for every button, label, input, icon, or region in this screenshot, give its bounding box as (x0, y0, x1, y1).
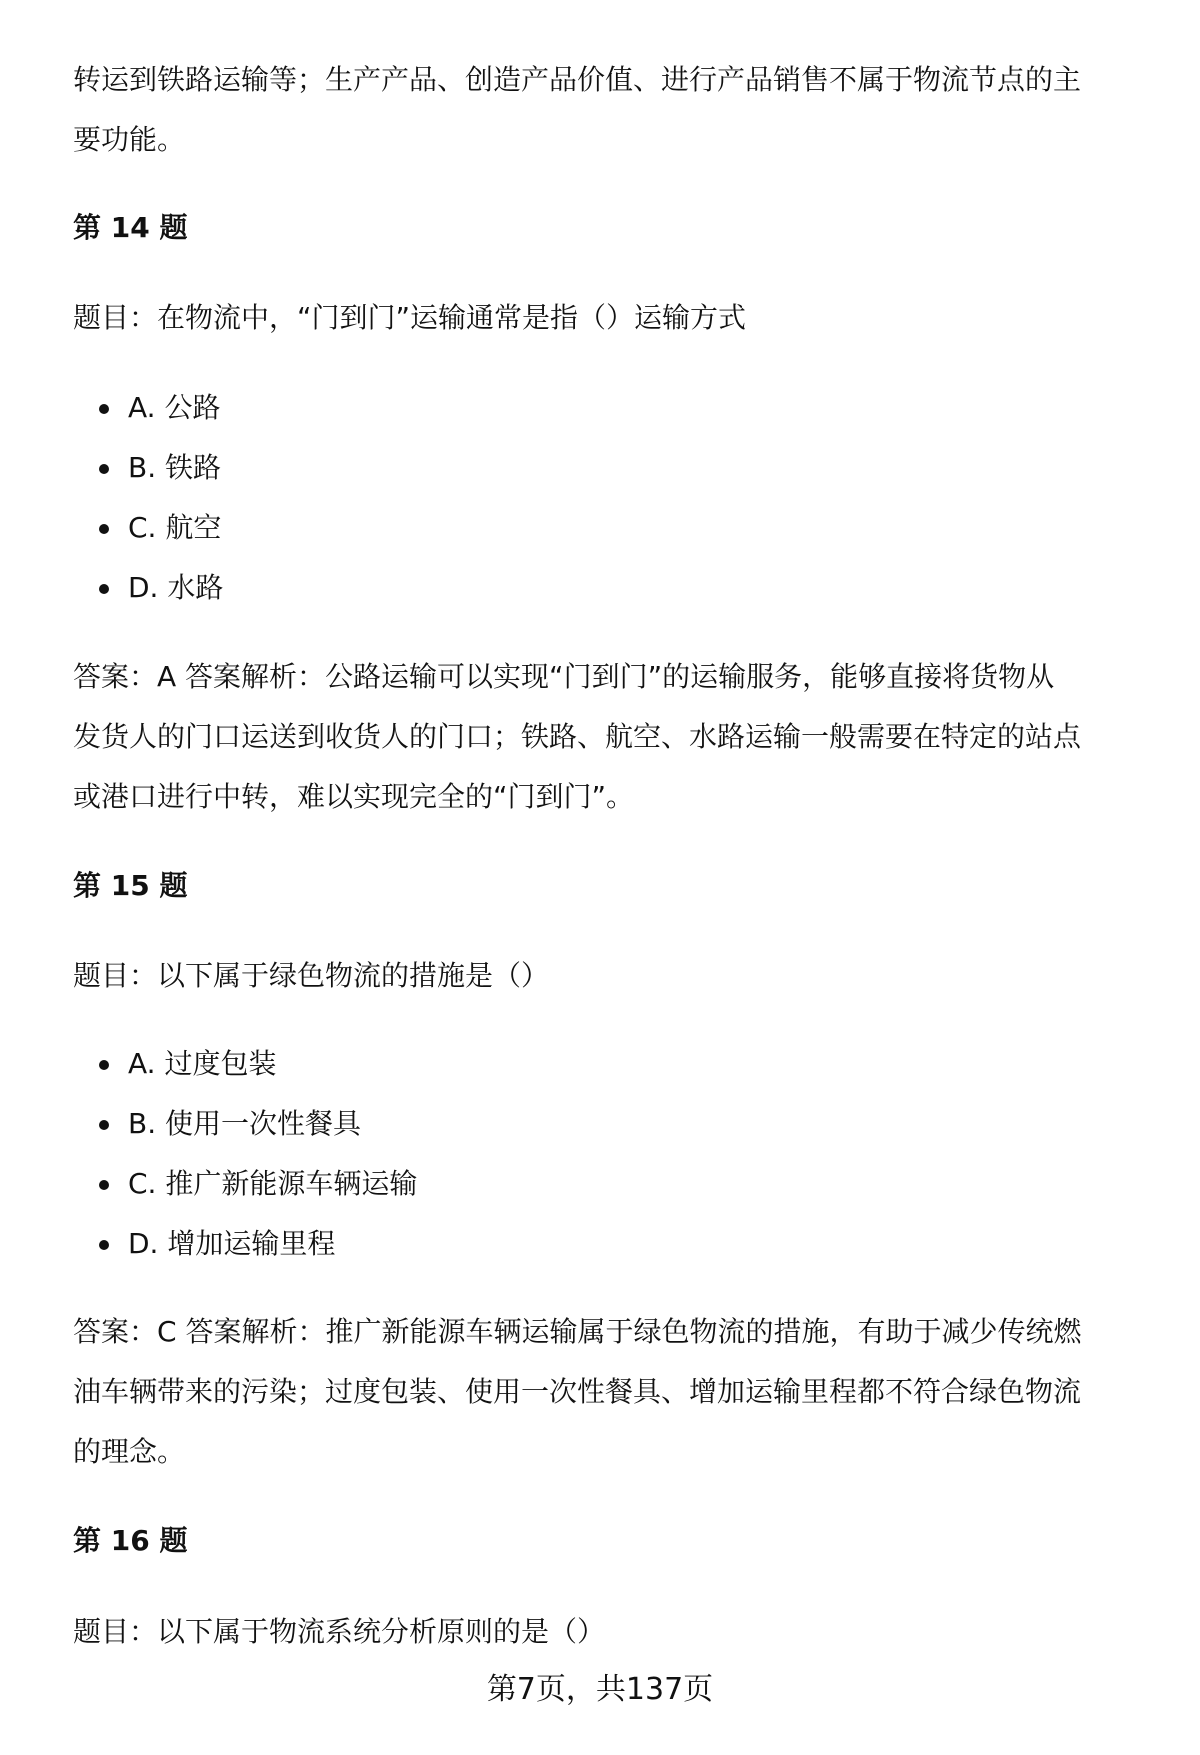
option-label: B. 铁路 (128, 451, 222, 484)
bullet-icon (99, 1120, 109, 1130)
answer-line: 发货人的门口运送到收货人的门口；铁路、航空、水路运输一般需要在特定的站点 (73, 720, 1082, 753)
option-label: A. 过度包装 (128, 1047, 277, 1080)
answer-line: 油车辆带来的污染；过度包装、使用一次性餐具、增加运输里程都不符合绿色物流 (73, 1375, 1082, 1408)
option-label: C. 航空 (128, 511, 222, 544)
answer-line: 答案：A 答案解析：公路运输可以实现“门到门”的运输服务，能够直接将货物从 (73, 660, 1055, 693)
question-text: 题目：以下属于绿色物流的措施是（） (73, 959, 550, 992)
option-item (73, 378, 223, 438)
option-label: A. 公路 (128, 391, 221, 424)
bullet-icon (99, 1060, 109, 1070)
question-text: 题目：在物流中，“门到门”运输通常是指（）运输方式 (73, 301, 747, 334)
answer-line: 答案：C 答案解析：推广新能源车辆运输属于绿色物流的措施，有助于减少传统燃 (73, 1315, 1082, 1348)
page-number: 第7页，共137页 (486, 1672, 714, 1707)
option-item (73, 558, 223, 618)
question-heading: 第 14 题 (73, 211, 188, 244)
bullet-icon (99, 1240, 109, 1250)
option-item (73, 1094, 417, 1154)
bullet-icon (99, 464, 109, 474)
answer-paragraph (73, 1302, 1153, 1482)
option-label: D. 增加运输里程 (128, 1227, 336, 1260)
answer-line: 或港口进行中转，难以实现完全的“门到门”。 (73, 780, 635, 813)
option-label: B. 使用一次性餐具 (128, 1107, 362, 1140)
intro-paragraph (73, 50, 1153, 170)
bullet-icon (99, 524, 109, 534)
answer-paragraph (73, 647, 1153, 827)
answer-line: 的理念。 (73, 1435, 186, 1468)
option-item (73, 1154, 417, 1214)
option-item (73, 498, 223, 558)
bullet-icon (99, 584, 109, 594)
bullet-icon (99, 404, 109, 414)
option-label: D. 水路 (128, 571, 224, 604)
question-heading: 第 16 题 (73, 1524, 188, 1557)
question-heading: 第 15 题 (73, 869, 188, 902)
option-list (73, 1034, 417, 1274)
option-item (73, 438, 223, 498)
option-item (73, 1034, 417, 1094)
intro-line: 要功能。 (73, 123, 186, 156)
bullet-icon (99, 1180, 109, 1190)
option-item (73, 1214, 417, 1274)
intro-line: 转运到铁路运输等；生产产品、创造产品价值、进行产品销售不属于物流节点的主 (73, 63, 1082, 96)
option-list (73, 378, 223, 618)
option-label: C. 推广新能源车辆运输 (128, 1167, 418, 1200)
question-text: 题目：以下属于物流系统分析原则的是（） (73, 1615, 606, 1648)
